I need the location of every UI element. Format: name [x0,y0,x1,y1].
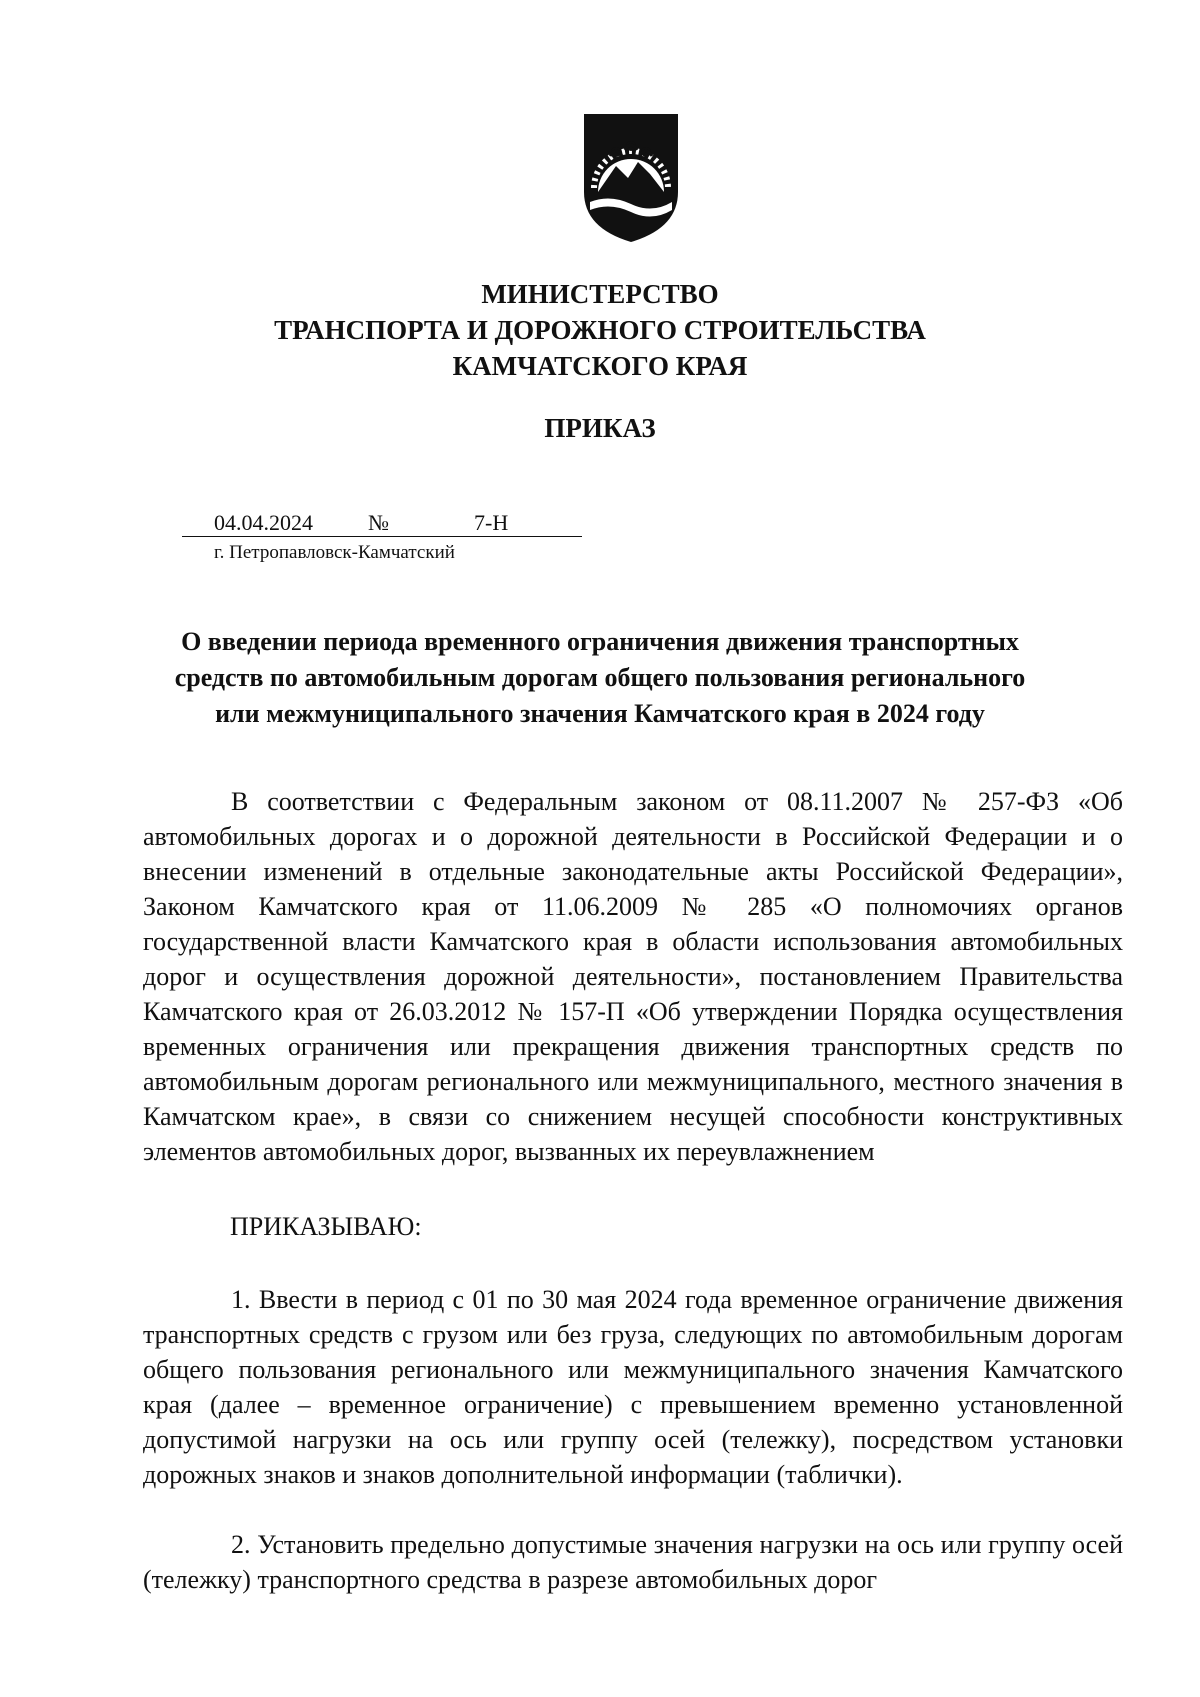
decree-word: ПРИКАЗЫВАЮ: [230,1212,422,1241]
preamble-paragraph: В соответствии с Федеральным законом от 08.11.2007 № 257-ФЗ «Об автомобильных дорогах и о дорожной деятельности в Российской Федерации и о внесении изменений в отдельные законодательные акты Российской Федерации», Законом Камчатского края от 11.06.2009 № 285 «О полномочиях органов государственной власти Камчатского края в области использования автомобильных дорог и осуществления дорожной деятельности», постановлением Правительства Камчатского края от 26.03.2012 № 157-П «Об утверждении Порядка осуществления временных ограничения или прекращения движения транспортных средств по автомобильным дорогам регионального или межмуниципального, местного значения в Камчатском крае», в связи со снижением несущей способности конструктивных элементов автомобильных дорог, вызванных их переувлажнением [143,787,1123,1166]
order-item-1: 1. Ввести в период с 01 по 30 мая 2024 года временное ограничение движения транспортных средств с грузом или без груза, следующих по автомобильным дорогам общего пользования регионального или межмуниципального значения Камчатского края (далее – временное ограничение) с превышением временно установленной допустимой нагрузки на ось или группу осей (тележку), посредством установки дорожных знаков и знаков дополнительной информации (таблички). [143,1285,1123,1489]
subject-line-3: или межмуниципального значения Камчатского края в 2024 году [215,699,985,728]
ministry-line-3: КАМЧАТСКОГО КРАЯ [452,351,748,381]
number-sign: № [368,510,389,535]
ministry-line-2: ТРАНСПОРТА И ДОРОЖНОГО СТРОИТЕЛЬСТВА [274,315,926,345]
subject-line-2: средств по автомобильным дорогам общего пользования регионального [174,663,1026,692]
subject-line-1: О введении периода временного ограничения движения транспортных [181,627,1019,656]
order-item-2: 2. Установить предельно допустимые значения нагрузки на ось или группу осей (тележку) транспортного средства в разрезе автомобильных дорог [143,1530,1123,1594]
meta-underline [182,536,582,537]
document-subject [0,624,1200,732]
ministry-line-1: МИНИСТЕРСТВО [481,279,719,309]
ministry-title [0,276,1200,384]
document-date: 04.04.2024 [214,510,313,535]
document-number: 7-Н [474,510,509,535]
document-type: ПРИКАЗ [544,413,656,443]
document-meta [182,510,582,540]
coat-of-arms-icon [576,110,686,245]
city-name: г. Петропавловск-Камчатский [214,542,455,563]
